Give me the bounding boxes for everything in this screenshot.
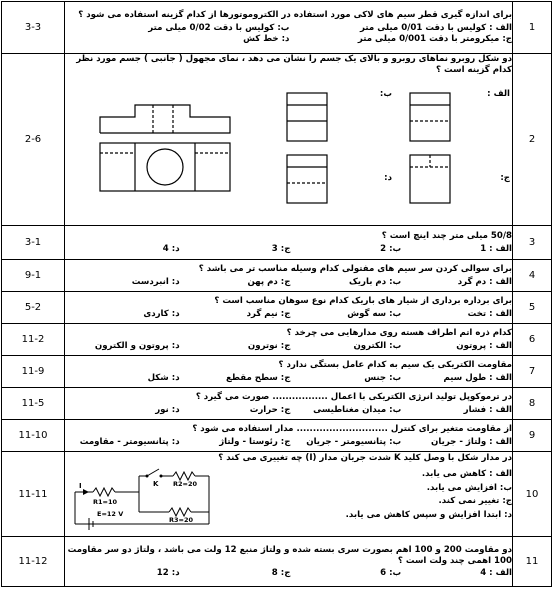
option-a: الف : کولیس با دقت 0/01 میلی متر: [360, 23, 512, 34]
question-cell: [65, 452, 513, 537]
option-b: ب: 2: [380, 243, 402, 254]
option-d: د: نور: [155, 404, 180, 415]
question-text: در مدار شکل با وصل کلید K شدت جریان مدار (I) چه تغییری می کند ؟: [218, 453, 512, 464]
question-row: [2, 226, 552, 260]
options: [65, 437, 512, 448]
current-arrow-icon: [83, 489, 89, 495]
r1-label: R1=10: [93, 497, 118, 506]
option-c: ج: حرارت: [249, 404, 291, 415]
question-cell: [65, 537, 513, 587]
option-d-drawing: [287, 155, 327, 203]
question-cell: [65, 260, 513, 292]
question-number: 4: [513, 260, 552, 292]
option-c: ج: نوترون: [247, 340, 291, 351]
switch-label: K: [153, 479, 159, 488]
r3-label: R3=20: [169, 515, 194, 524]
question-body: [65, 464, 512, 536]
option-b: ب: سه گوش: [347, 308, 402, 319]
question-number: 10: [513, 452, 552, 537]
option-c: ج: نیم گرد: [246, 308, 291, 319]
question-row: [2, 292, 552, 324]
option-b-label: ب:: [379, 89, 392, 100]
option-c-drawing: [410, 155, 450, 203]
option-a: الف : پروتون: [456, 340, 512, 351]
option-b-drawing: [287, 93, 327, 141]
question-row: [2, 388, 552, 420]
option-d: د: 12: [156, 568, 180, 579]
reference-cell: 11-5: [2, 388, 65, 420]
option-c: ج: 8: [271, 568, 291, 579]
reference-cell: 11-9: [2, 356, 65, 388]
question-cell: [65, 356, 513, 388]
option-a: الف : دم گرد: [457, 276, 512, 287]
question-number: 2: [513, 54, 552, 226]
option-c: ج: 3: [271, 243, 291, 254]
options: [65, 244, 512, 255]
current-label: I: [79, 481, 82, 490]
option-d: د: پروتون و الکترون: [94, 340, 180, 351]
option-a: الف : طول سیم: [443, 372, 512, 383]
option-d: د: پتانسیومتر - مقاومت: [79, 436, 180, 447]
options: [65, 373, 512, 384]
question-number: 8: [513, 388, 552, 420]
question-row: [2, 54, 552, 226]
question-text: دو شکل روبرو نماهای روبرو و بالای یک جسم را نشان می دهد ، نمای مجهول ( جانبی ) جسم مورد نظر کدام گزینه است ؟: [76, 54, 512, 75]
question-number: 5: [513, 292, 552, 324]
question-text: برای سوالی کردن سر سیم های مفتولی کدام وسیله مناسب تر می باشد ؟: [198, 264, 512, 275]
options: [65, 341, 512, 352]
options: [65, 309, 512, 320]
question-cell: [65, 388, 513, 420]
option-d-label: د:: [384, 173, 392, 184]
given-views: [100, 105, 230, 191]
options: [65, 23, 512, 44]
circuit-diagram: [69, 464, 229, 530]
question-number: 3: [513, 226, 552, 260]
reference-cell: 11-10: [2, 420, 65, 452]
views-figure: [65, 75, 512, 225]
question-text: 50/8 میلی متر چند اینچ است ؟: [381, 231, 512, 242]
option-b: ب: الکترون: [353, 340, 402, 351]
option-c: ج: سطح مقطع: [226, 372, 291, 383]
option-b: ب: میدان مغناطیسی: [313, 404, 402, 415]
option-c-label: ج:: [500, 173, 510, 184]
option-d: د: انبردست: [131, 276, 180, 287]
question-row: [2, 452, 552, 537]
option-a: الف : تخت: [467, 308, 512, 319]
question-row: [2, 420, 552, 452]
reference-cell: 5-2: [2, 292, 65, 324]
option-a: الف : 4: [480, 568, 512, 579]
question-cell: [65, 420, 513, 452]
question-text: برای اندازه گیری قطر سیم های لاکی مورد استفاده در الکتروموتورها از کدام گزینه استفاده می شود ؟: [78, 10, 512, 21]
question-text: برای برداره برداری از شیار های باریک کدام نوع سوهان مناسب است ؟: [214, 296, 512, 307]
source-label: E=12 V: [97, 509, 124, 518]
option-b: ب: 6: [380, 568, 402, 579]
option-b: ب: افزایش می یابد.: [426, 482, 512, 493]
reference-cell: 11-12: [2, 537, 65, 587]
question-number: 1: [513, 2, 552, 54]
question-row: [2, 260, 552, 292]
projection-drawings: [65, 75, 495, 225]
reference-cell: 11-11: [2, 452, 65, 537]
reference-cell: 3-3: [2, 2, 65, 54]
exam-table: [1, 1, 552, 587]
option-d: د: خط کش: [243, 33, 290, 44]
question-cell: [65, 2, 513, 54]
options: [65, 277, 512, 288]
option-a: الف : کاهش می یابد.: [421, 468, 512, 479]
option-b: ب: پتانسیومتر - جریان: [306, 436, 402, 447]
options: [65, 568, 512, 579]
question-number: 6: [513, 324, 552, 356]
question-cell: [65, 292, 513, 324]
option-d: د: کاردی: [143, 308, 180, 319]
question-text: از مقاومت متغیر برای کنترل ............................ مدار استفاده می شود ؟: [192, 424, 512, 435]
options: [282, 466, 512, 521]
question-row: [2, 2, 552, 54]
switch-contact: [160, 474, 163, 477]
reference-cell: 3-1: [2, 226, 65, 260]
question-row: [2, 537, 552, 587]
option-a: الف : فشار: [463, 404, 512, 415]
option-b: ب: کولیس با دقت 0/02 میلی متر: [148, 23, 290, 34]
question-text: در ترموکوپل تولید انرژی الکتریکی با اعمال ................. صورت می گیرد ؟: [195, 392, 512, 403]
option-c: ج: تغییر نمی کند.: [438, 496, 512, 507]
question-cell: [65, 54, 513, 226]
option-b: ب: جنس: [364, 372, 402, 383]
question-number: 11: [513, 537, 552, 587]
option-a: الف : 1: [480, 243, 512, 254]
question-text: دو مقاومت 200 و 100 اهم بصورت سری بسته شده و ولتاژ منبع 12 ولت می باشد ، ولتاژ دو سر مقاومت 100 اهمی چند ولت است ؟: [67, 544, 512, 566]
reference-cell: 11-2: [2, 324, 65, 356]
question-cell: [65, 226, 513, 260]
option-d: د: 4: [162, 243, 180, 254]
option-a-drawing: [410, 93, 450, 141]
question-row: [2, 324, 552, 356]
question-text: کدام ذره اتم اطراف هسته روی مدارهایی می چرخد ؟: [286, 328, 512, 339]
question-row: [2, 356, 552, 388]
option-a-label: الف :: [487, 89, 510, 100]
question-number: 9: [513, 420, 552, 452]
option-d: د: شکل: [147, 372, 180, 383]
reference-cell: 2-6: [2, 54, 65, 226]
option-d: د: ابتدا افزایش و سپس کاهش می یابد.: [345, 510, 512, 521]
option-c: ج: دم پهن: [247, 276, 291, 287]
r2-label: R2=20: [173, 479, 198, 488]
option-b: ب: دم باریک: [349, 276, 402, 287]
question-cell: [65, 324, 513, 356]
question-text: مقاومت الکتریکی یک سیم به کدام عامل بستگی ندارد ؟: [278, 360, 512, 371]
reference-cell: 9-1: [2, 260, 65, 292]
option-c: ج: رئوستا - ولتاژ: [219, 436, 291, 447]
option-a: الف : ولتاژ - جریان: [431, 436, 512, 447]
question-number: 7: [513, 356, 552, 388]
options: [65, 405, 512, 416]
option-c: ج: میکرومتر با دقت 0/001 میلی متر: [357, 33, 512, 44]
switch-contact: [146, 474, 149, 477]
